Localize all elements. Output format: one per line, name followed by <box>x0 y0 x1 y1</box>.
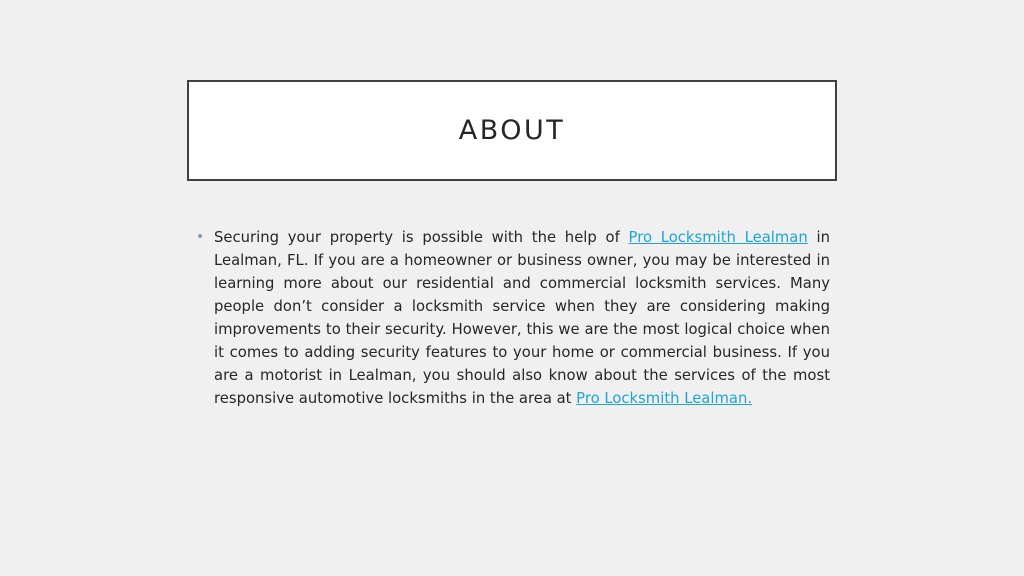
content-area <box>196 226 830 410</box>
slide-title: ABOUT <box>458 115 566 146</box>
about-paragraph <box>214 226 830 410</box>
paragraph-text-2: in Lealman, FL. If you are a homeowner or business owner, you may be interested in learning more about our residential and commercial locksmith services. Many people don’t consider a locksmith service when they are considering making improvements to their security. However, this we are the most logical choice when it comes to adding security features to your home or commercial business. If you are a motorist in Lealman, you should also know about the services of the most responsive automotive locksmiths in the area at <box>214 229 830 407</box>
pro-locksmith-lealman-link-1[interactable]: Pro Locksmith Lealman <box>628 229 808 246</box>
title-box <box>187 80 837 181</box>
bullet-icon: • <box>196 229 205 245</box>
bullet-item <box>196 226 830 410</box>
pro-locksmith-lealman-link-2[interactable]: Pro Locksmith Lealman. <box>576 390 753 407</box>
paragraph-text-1: Securing your property is possible with the help of <box>214 229 629 246</box>
